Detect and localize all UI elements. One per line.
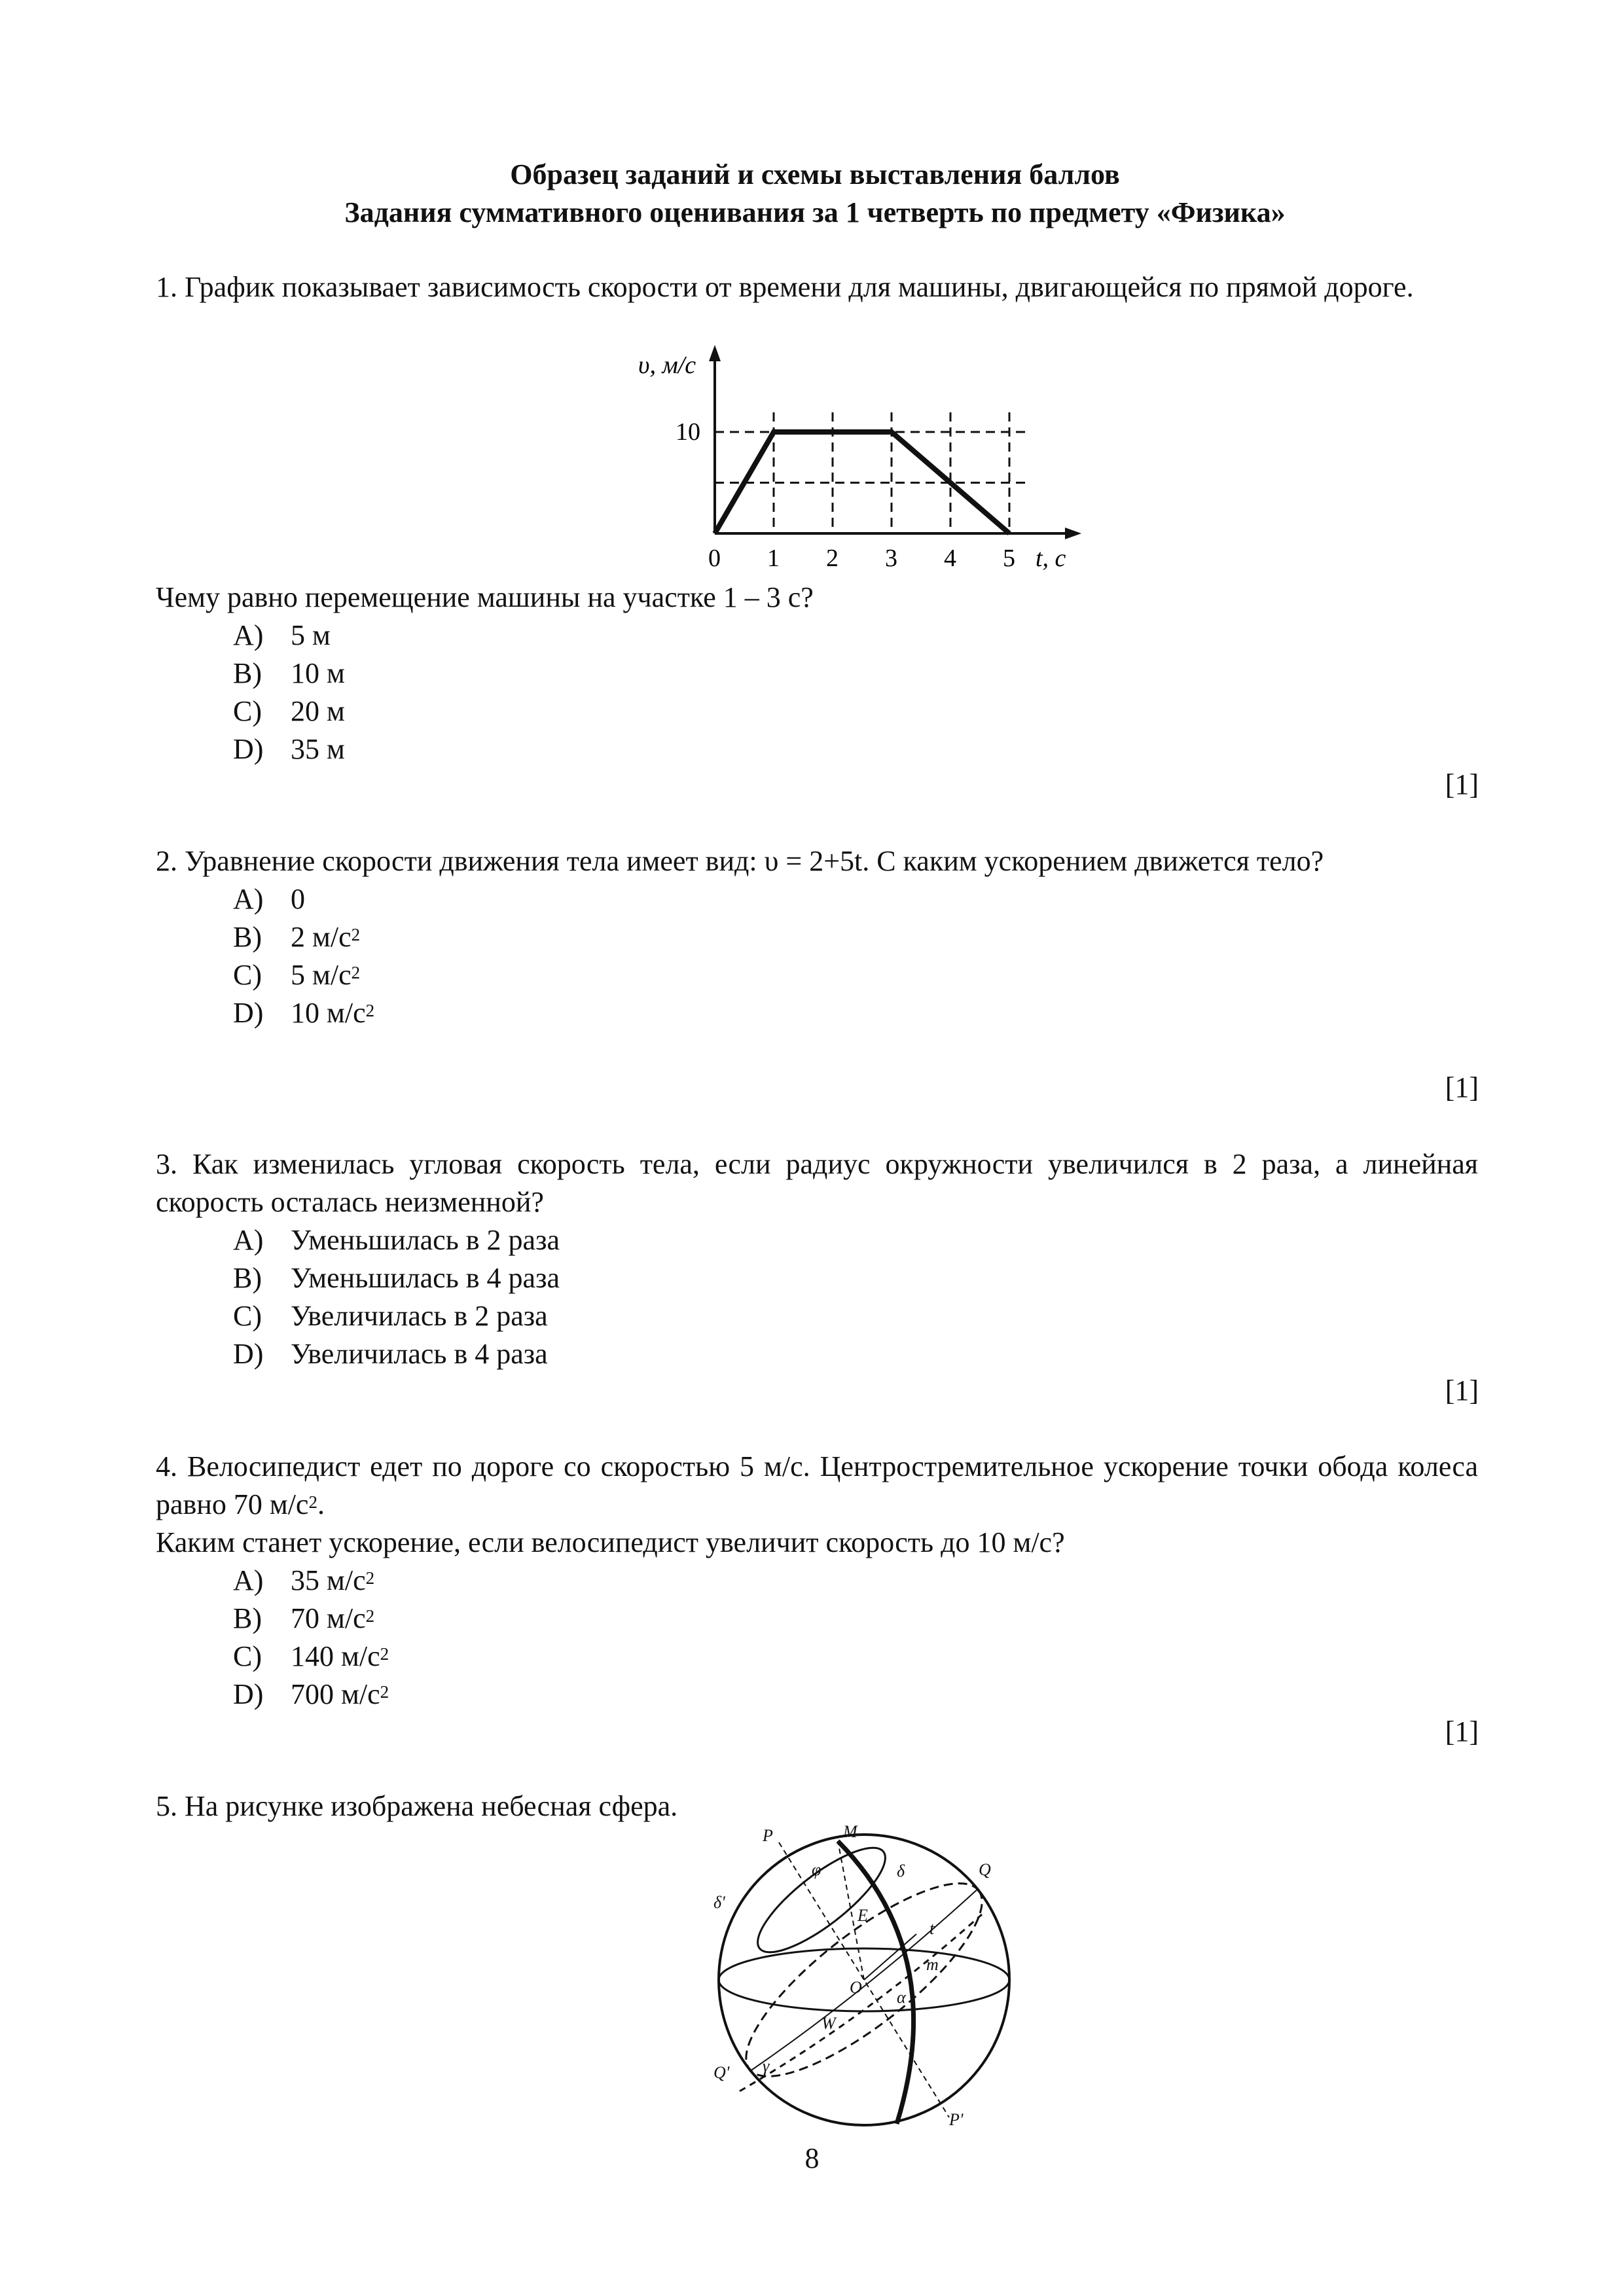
x-tick-label: 2 xyxy=(826,545,839,572)
question-4-prompt: Каким станет ускорение, если велосипедист увеличит скорость до 10 м/с? xyxy=(156,1526,1065,1558)
celestial-sphere-figure xyxy=(700,1823,1028,2137)
question-3-options xyxy=(156,1221,1478,1373)
question-2-score: [1] xyxy=(1445,1071,1479,1103)
document-header xyxy=(151,156,1479,232)
label-p: P xyxy=(763,1826,773,1845)
question-4-text: 4. Велосипедист едет по дороге со скоростью 5 м/с. Центростремительное ускорение точки обода колеса равно 70 $м/с^2$. xyxy=(156,1450,1478,1520)
label-gamma: γ xyxy=(763,2056,770,2075)
label-w: W xyxy=(821,2014,836,2033)
question-1-options xyxy=(156,617,1478,768)
question-2-options xyxy=(156,880,1478,1032)
option-c[interactable]: C) Увеличилась в 2 раза xyxy=(233,1300,548,1332)
option-a[interactable]: A) Уменьшилась в 2 раза xyxy=(233,1224,560,1256)
x-tick-label: 5 xyxy=(1003,545,1015,572)
label-m-small: m xyxy=(926,1955,939,1974)
option-b[interactable]: B) 2 $м/с^2$ xyxy=(233,921,361,953)
question-1-score: [1] xyxy=(1445,768,1479,800)
x-axis-arrow xyxy=(1065,528,1081,539)
question-4-options xyxy=(156,1562,1478,1713)
question-5-text: 5. На рисунке изображена небесная сфера. xyxy=(156,1790,678,1822)
graph-axes xyxy=(709,345,1081,539)
label-p-prime: P' xyxy=(949,2110,964,2129)
question-1-body xyxy=(156,579,1478,768)
label-e: E xyxy=(857,1906,868,1925)
label-q-prime: Q' xyxy=(713,2063,730,2082)
option-d[interactable]: D) Увеличилась в 4 раза xyxy=(233,1338,548,1370)
option-c[interactable]: C) 20 м xyxy=(233,695,345,727)
option-c[interactable]: C) 5 $м/с^2$ xyxy=(233,959,361,991)
x-tick-label: 3 xyxy=(885,545,897,572)
question-1-text: 1. График показывает зависимость скорости от времени для машины, двигающейся по прямой дороге. xyxy=(156,271,1414,303)
option-b[interactable]: B) 10 м xyxy=(233,657,345,689)
label-q: Q xyxy=(979,1860,991,1879)
option-d[interactable]: D) 10 $м/с^2$ xyxy=(233,997,375,1029)
header-subtitle: Задания суммативного оценивания за 1 четверть по предмету «Физика» xyxy=(344,196,1286,228)
y-tick-label: 10 xyxy=(676,418,700,446)
option-b[interactable]: B) Уменьшилась в 4 раза xyxy=(233,1262,560,1294)
option-d[interactable]: D) 35 м xyxy=(233,733,345,765)
label-delta-prime: δ' xyxy=(713,1893,725,1912)
question-1-prompt: Чему равно перемещение машины на участке 1 – 3 с? xyxy=(156,581,814,613)
question-3 xyxy=(156,1145,1478,1373)
x-tick-label: 0 xyxy=(708,545,721,572)
question-2 xyxy=(156,842,1478,1032)
label-o: O xyxy=(850,1978,862,1997)
x-axis-label: t, с xyxy=(1036,545,1066,572)
question-4-score: [1] xyxy=(1445,1715,1479,1748)
page-number: 8 xyxy=(804,2142,820,2174)
question-1 xyxy=(156,268,1478,306)
label-m: M xyxy=(843,1823,857,1841)
option-d[interactable]: D) 700 $м/с^2$ xyxy=(233,1678,389,1710)
label-phi: φ xyxy=(812,1860,821,1879)
header-title: Образец заданий и схемы выставления баллов xyxy=(510,158,1120,190)
y-axis-arrow xyxy=(709,345,721,361)
option-a[interactable]: A) 35 $м/с^2$ xyxy=(233,1564,375,1596)
option-c[interactable]: C) 140 $м/с^2$ xyxy=(233,1640,389,1672)
question-5 xyxy=(156,1787,1478,1825)
label-delta: δ xyxy=(897,1861,905,1880)
question-4 xyxy=(156,1448,1478,1713)
x-tick-label: 4 xyxy=(944,545,956,572)
graph-series xyxy=(715,432,1009,533)
question-3-score: [1] xyxy=(1445,1374,1479,1407)
option-b[interactable]: B) 70 $м/с^2$ xyxy=(233,1602,375,1634)
question-2-text: 2. Уравнение скорости движения тела имеет вид: υ = 2+5t. С каким ускорением движется тело? xyxy=(156,845,1324,877)
option-a[interactable]: A) 0 xyxy=(233,883,305,915)
x-tick-label: 1 xyxy=(767,545,780,572)
label-alpha: α xyxy=(897,1988,906,2007)
option-a[interactable]: A) 5 м xyxy=(233,619,331,651)
y-axis-label: υ, м/с xyxy=(638,351,696,379)
label-t: t xyxy=(929,1919,935,1938)
ecliptic-arc xyxy=(740,1914,982,2091)
question-3-text: 3. Как изменилась угловая скорость тела, если радиус окружности увеличился в 2 раза, а линейная скорость осталась неизменной? xyxy=(156,1148,1478,1218)
velocity-line xyxy=(715,432,1009,533)
velocity-time-graph xyxy=(638,344,1096,576)
